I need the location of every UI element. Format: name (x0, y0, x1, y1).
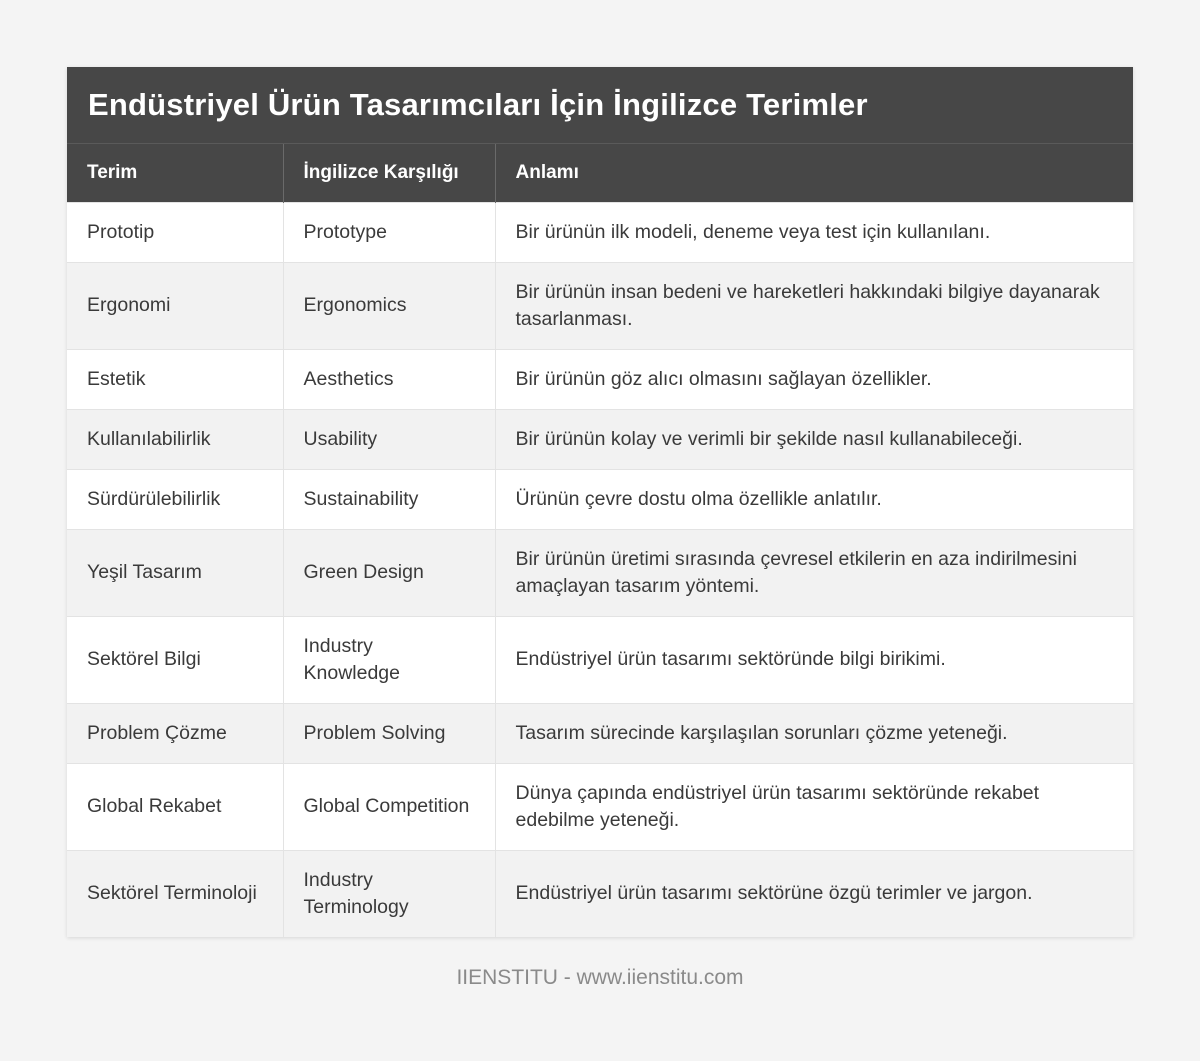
table-row (67, 409, 1133, 469)
table-row (67, 529, 1133, 616)
english-cell: Aesthetics (283, 349, 495, 409)
term-cell: Problem Çözme (67, 703, 283, 763)
term-cell: Ergonomi (67, 262, 283, 349)
term-cell: Global Rekabet (67, 763, 283, 850)
table-row (67, 616, 1133, 703)
table-row (67, 763, 1133, 850)
footer-credit: IIENSTITU - www.iienstitu.com (456, 966, 744, 989)
table-row (67, 349, 1133, 409)
english-cell: Usability (283, 409, 495, 469)
meaning-cell: Bir ürünün insan bedeni ve hareketleri hakkındaki bilgiye dayanarak tasarlanması. (495, 262, 1133, 349)
term-cell: Estetik (67, 349, 283, 409)
term-cell: Sürdürülebilirlik (67, 469, 283, 529)
term-cell: Kullanılabilirlik (67, 409, 283, 469)
meaning-cell: Bir ürünün kolay ve verimli bir şekilde nasıl kullanabileceği. (495, 409, 1133, 469)
english-cell: Industry Terminology (283, 850, 495, 937)
meaning-cell: Dünya çapında endüstriyel ürün tasarımı sektöründe rekabet edebilme yeteneği. (495, 763, 1133, 850)
term-cell: Sektörel Bilgi (67, 616, 283, 703)
english-cell: Prototype (283, 202, 495, 262)
table-header-row (67, 144, 1133, 202)
table-row (67, 850, 1133, 937)
terms-card (67, 67, 1133, 937)
english-cell: Global Competition (283, 763, 495, 850)
meaning-cell: Tasarım sürecinde karşılaşılan sorunları çözme yeteneği. (495, 703, 1133, 763)
meaning-cell: Bir ürünün ilk modeli, deneme veya test için kullanılanı. (495, 202, 1133, 262)
meaning-cell: Endüstriyel ürün tasarımı sektöründe bilgi birikimi. (495, 616, 1133, 703)
term-cell: Prototip (67, 202, 283, 262)
english-cell: Problem Solving (283, 703, 495, 763)
column-header-meaning: Anlamı (495, 144, 1133, 202)
term-cell: Sektörel Terminoloji (67, 850, 283, 937)
column-header-term: Terim (67, 144, 283, 202)
meaning-cell: Endüstriyel ürün tasarımı sektörüne özgü terimler ve jargon. (495, 850, 1133, 937)
table-row (67, 202, 1133, 262)
english-cell: Sustainability (283, 469, 495, 529)
meaning-cell: Bir ürünün üretimi sırasında çevresel etkilerin en aza indirilmesini amaçlayan tasarım yöntemi. (495, 529, 1133, 616)
meaning-cell: Ürünün çevre dostu olma özellikle anlatılır. (495, 469, 1133, 529)
table-row (67, 262, 1133, 349)
page-title: Endüstriyel Ürün Tasarımcıları İçin İngilizce Terimler (88, 87, 868, 122)
table-row (67, 469, 1133, 529)
term-cell: Yeşil Tasarım (67, 529, 283, 616)
table-row (67, 703, 1133, 763)
column-header-english: İngilizce Karşılığı (283, 144, 495, 202)
meaning-cell: Bir ürünün göz alıcı olmasını sağlayan özellikler. (495, 349, 1133, 409)
english-cell: Green Design (283, 529, 495, 616)
english-cell: Industry Knowledge (283, 616, 495, 703)
title-bar (67, 67, 1133, 144)
terms-table (67, 144, 1133, 937)
english-cell: Ergonomics (283, 262, 495, 349)
